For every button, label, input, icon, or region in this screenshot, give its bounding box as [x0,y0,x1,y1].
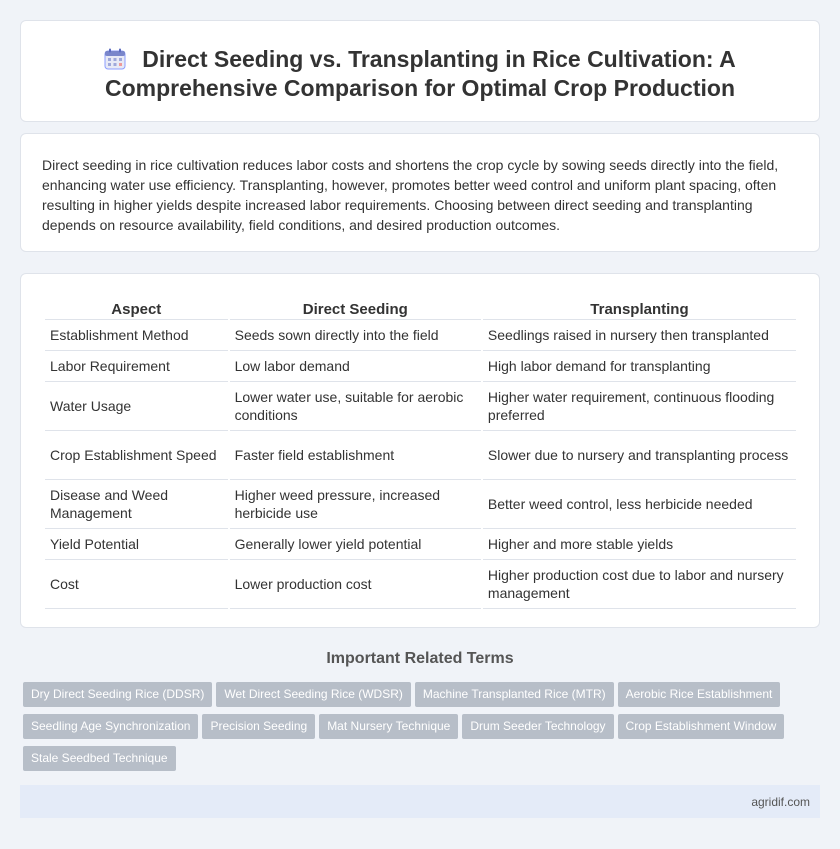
cell-aspect: Disease and Weed Management [45,480,228,529]
cell-transplanting: Slower due to nursery and transplanting process [483,431,796,480]
header-direct-seeding: Direct Seeding [230,297,481,320]
comparison-table [43,297,798,609]
calendar-icon [104,48,126,70]
cell-direct-seeding: Faster field establishment [230,431,481,480]
comparison-table-card [20,273,820,628]
cell-transplanting: Higher production cost due to labor and nursery management [483,560,796,609]
table-header-row [45,297,796,320]
title-card [20,20,820,122]
page-title-text: Direct Seeding vs. Transplanting in Rice Cultivation: A Comprehensive Comparison for Optimal Crop Production [104,46,736,101]
cell-direct-seeding: Lower water use, suitable for aerobic conditions [230,382,481,431]
related-term-tag[interactable]: Drum Seeder Technology [462,714,613,739]
header-transplanting: Transplanting [483,297,796,320]
cell-direct-seeding: Lower production cost [230,560,481,609]
cell-aspect: Water Usage [45,382,228,431]
footer-site-link[interactable]: agridif.com [751,795,810,809]
cell-aspect: Cost [45,560,228,609]
related-term-tag[interactable]: Dry Direct Seeding Rice (DDSR) [23,682,212,707]
table-row [45,382,796,431]
cell-aspect: Yield Potential [45,529,228,560]
cell-direct-seeding: Low labor demand [230,351,481,382]
related-term-tag[interactable]: Crop Establishment Window [618,714,785,739]
cell-direct-seeding: Seeds sown directly into the field [230,320,481,351]
related-term-tag[interactable]: Seedling Age Synchronization [23,714,198,739]
page-title [21,45,819,103]
cell-transplanting: High labor demand for transplanting [483,351,796,382]
cell-aspect: Establishment Method [45,320,228,351]
table-row [45,351,796,382]
table-row [45,320,796,351]
related-term-tag[interactable]: Stale Seedbed Technique [23,746,176,771]
intro-card [20,133,820,252]
cell-aspect: Crop Establishment Speed [45,431,228,480]
cell-direct-seeding: Generally lower yield potential [230,529,481,560]
related-term-tag[interactable]: Machine Transplanted Rice (MTR) [415,682,614,707]
related-term-tag[interactable]: Precision Seeding [202,714,315,739]
cell-transplanting: Higher water requirement, continuous flooding preferred [483,382,796,431]
related-terms-heading: Important Related Terms [326,650,514,667]
related-term-tag[interactable]: Wet Direct Seeding Rice (WDSR) [216,682,411,707]
table-row [45,529,796,560]
cell-transplanting: Better weed control, less herbicide needed [483,480,796,529]
cell-direct-seeding: Higher weed pressure, increased herbicide use [230,480,481,529]
header-aspect: Aspect [45,297,228,320]
intro-paragraph: Direct seeding in rice cultivation reduces labor costs and shortens the crop cycle by sowing seeds directly into the field, enhancing water use efficiency. Transplanting, however, promotes better weed control and uniform plant spacing, often resulting in higher yields despite increased labor requirements. Choosing between direct seeding and transplanting depends on resource availability, field conditions, and desired production outcomes. [42,157,779,233]
footer [20,785,820,818]
table-row [45,431,796,480]
cell-aspect: Labor Requirement [45,351,228,382]
related-term-tag[interactable]: Aerobic Rice Establishment [618,682,781,707]
table-row [45,560,796,609]
cell-transplanting: Seedlings raised in nursery then transplanted [483,320,796,351]
related-term-tag[interactable]: Mat Nursery Technique [319,714,458,739]
table-row [45,480,796,529]
related-terms-list [23,682,813,778]
cell-transplanting: Higher and more stable yields [483,529,796,560]
